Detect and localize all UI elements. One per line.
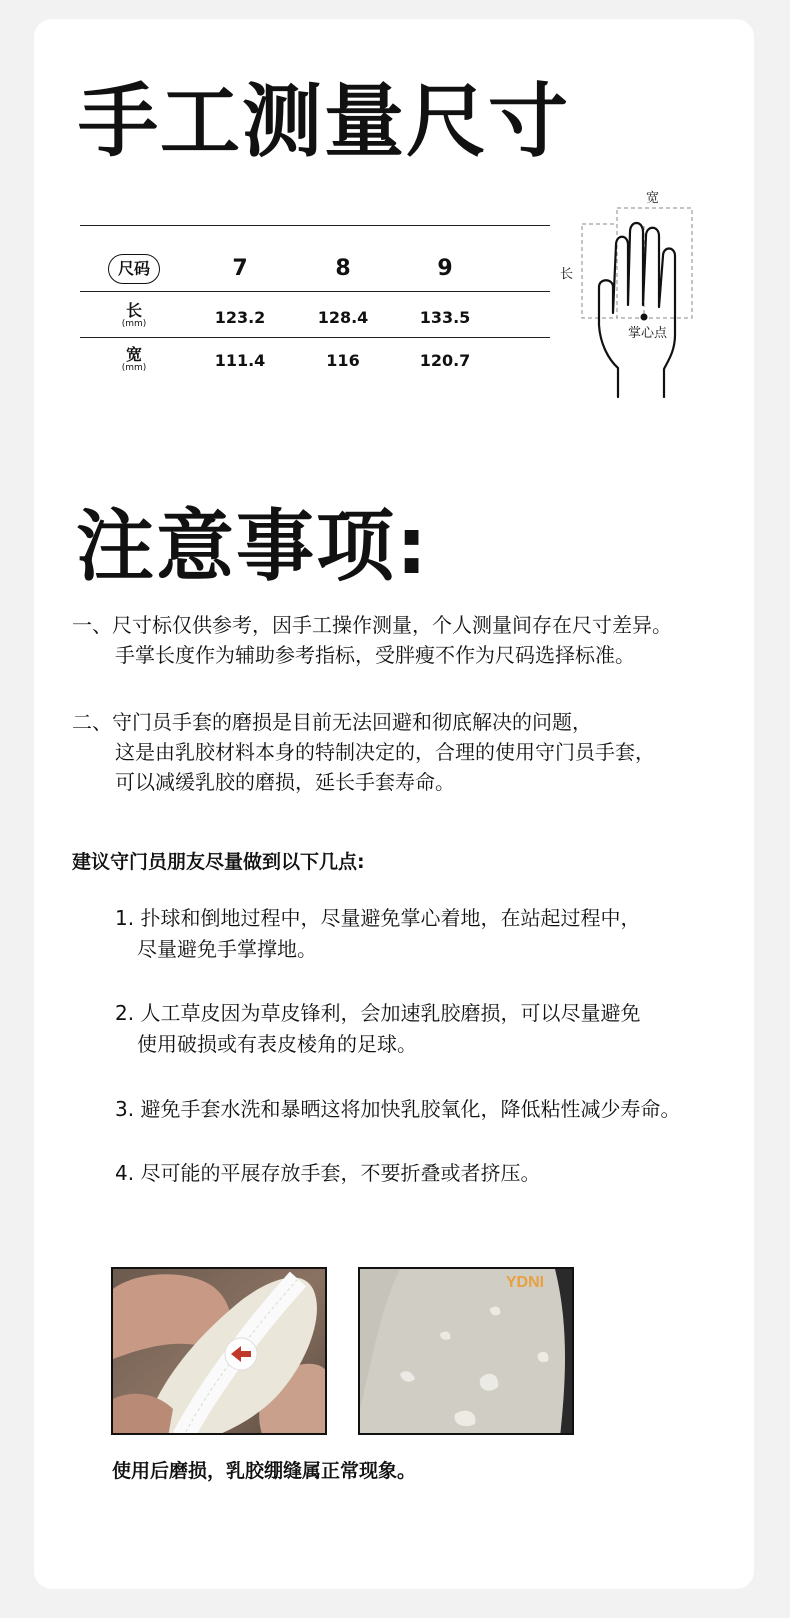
tip-line: 避免手套水洗和暴晒这将加快乳胶氧化，降低粘性减少寿命。 [140, 1097, 681, 1121]
length-size-8: 128.4 [317, 308, 369, 327]
tip-number: 2. [115, 1001, 141, 1025]
tip-number: 1. [115, 906, 141, 930]
logo-fragment: YDNI [505, 1274, 545, 1291]
note-line: 手掌长度作为辅助参考指标，受胖瘦不作为尺码选择标准。 [115, 643, 635, 667]
tip-line: 尽可能的平展存放手套，不要折叠或者挤压。 [140, 1161, 541, 1185]
width-size-7: 111.4 [214, 351, 266, 370]
tip-item-4 [115, 1158, 540, 1189]
note-item-2 [72, 707, 655, 797]
latex-wear-image [360, 1269, 574, 1435]
table-row-rule [80, 337, 550, 338]
note-prefix: 二、 [72, 710, 112, 734]
length-unit: (mm) [121, 319, 147, 329]
palm-point-label: 掌心点 [628, 326, 668, 341]
tip-line: 使用破损或有表皮棱角的足球。 [137, 1032, 417, 1056]
size-8-header: 8 [335, 256, 351, 281]
glove-strap-image [113, 1269, 327, 1435]
note-prefix: 一、 [72, 613, 112, 637]
tip-line: 尽量避免手掌撑地。 [137, 937, 317, 961]
latex-wear-photo [358, 1267, 574, 1435]
tip-item-1 [115, 903, 640, 965]
tip-item-3 [115, 1094, 680, 1125]
note-line: 可以减缓乳胶的磨损，延长手套寿命。 [115, 770, 455, 794]
tip-number: 4. [115, 1161, 141, 1185]
note-line: 守门员手套的磨损是目前无法回避和彻底解决的问题， [112, 710, 592, 734]
width-size-9: 120.7 [419, 351, 471, 370]
glove-strap-photo [111, 1267, 327, 1435]
hand-outline-icon [560, 185, 720, 410]
hand-measure-diagram [560, 185, 720, 410]
table-header-rule [80, 291, 550, 292]
photo-caption: 使用后磨损，乳胶绷缝属正常现象。 [112, 1460, 417, 1482]
length-row-label [105, 303, 163, 329]
notes-title: 注意事项: [76, 502, 430, 592]
size-header-badge: 尺码 [108, 254, 160, 284]
page-title: 手工测量尺寸 [78, 75, 570, 168]
width-label: 宽 [125, 345, 142, 364]
width-row-label [105, 347, 163, 373]
length-size-9: 133.5 [419, 308, 471, 327]
note-line: 这是由乳胶材料本身的特制决定的，合理的使用守门员手套， [115, 740, 655, 764]
size-7-header: 7 [232, 256, 248, 281]
width-dim-label: 宽 [646, 191, 660, 206]
length-dim-label: 长 [560, 267, 574, 282]
note-item-1 [72, 610, 672, 670]
tip-item-2 [115, 998, 640, 1060]
size-9-header: 9 [437, 256, 453, 281]
length-label: 长 [125, 301, 142, 320]
tip-number: 3. [115, 1097, 141, 1121]
width-unit: (mm) [121, 363, 147, 373]
note-line: 尺寸标仅供参考，因手工操作测量，个人测量间存在尺寸差异。 [112, 613, 672, 637]
length-size-7: 123.2 [214, 308, 266, 327]
tip-line: 人工草皮因为草皮锋利，会加速乳胶磨损，可以尽量避免 [140, 1001, 641, 1025]
advice-heading: 建议守门员朋友尽量做到以下几点: [72, 851, 365, 873]
tip-line: 扑球和倒地过程中，尽量避免掌心着地，在站起过程中， [140, 906, 641, 930]
width-size-8: 116 [326, 351, 360, 370]
table-top-rule [80, 225, 550, 226]
